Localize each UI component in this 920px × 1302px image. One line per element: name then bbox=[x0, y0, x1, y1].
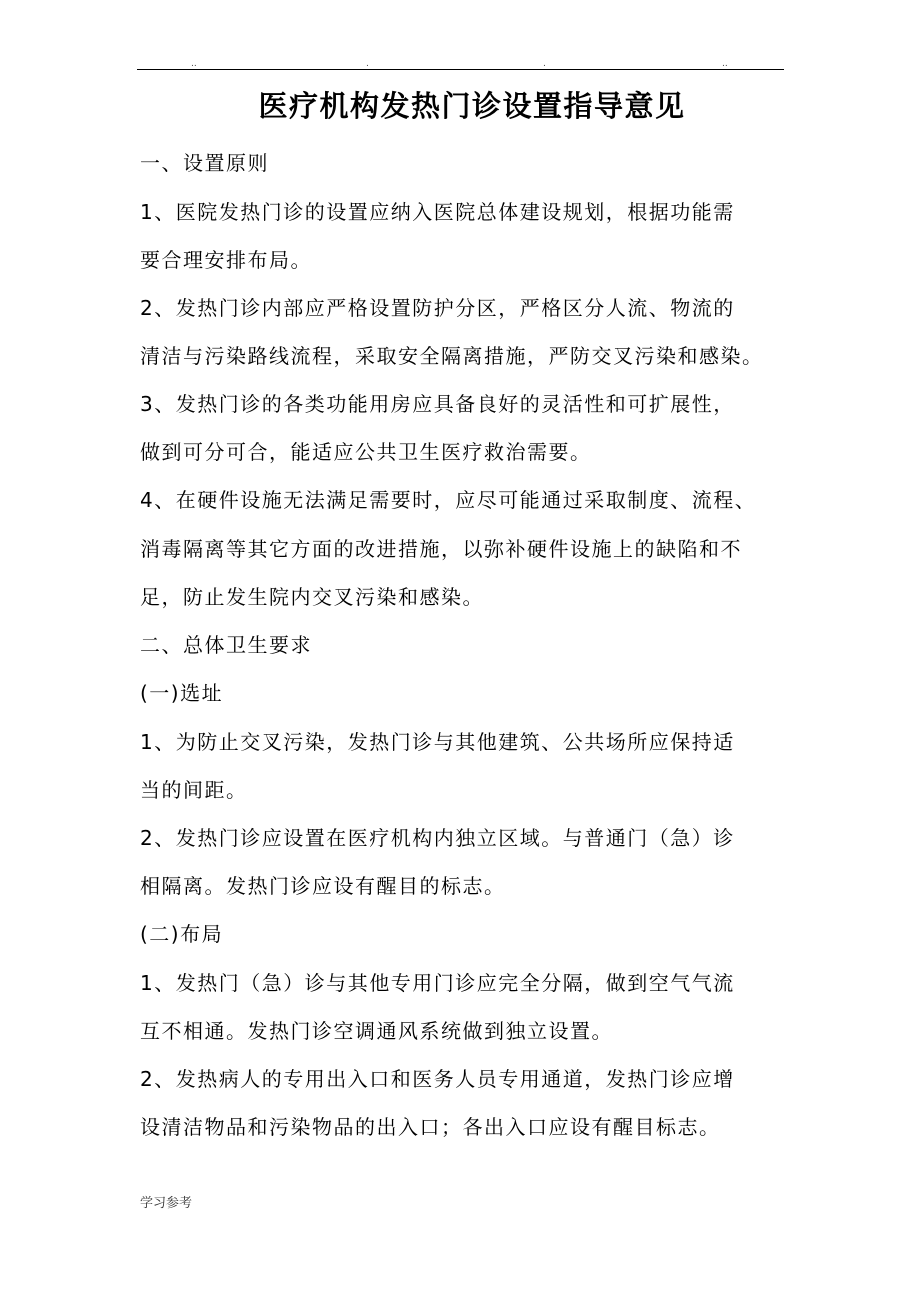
header-mark: . bbox=[543, 59, 546, 69]
header-mark: .. bbox=[722, 59, 728, 69]
subsection-heading: (二)布局 bbox=[140, 922, 224, 946]
paragraph-line: 互不相通。发热门诊空调通风系统做到独立设置。 bbox=[140, 1019, 613, 1043]
header-mark: . bbox=[366, 59, 369, 69]
header-divider bbox=[137, 69, 784, 70]
footer-text: 学习参考 bbox=[140, 1196, 193, 1211]
paragraph-line: 2、发热门诊应设置在医疗机构内独立区域。与普通门（急）诊 bbox=[140, 826, 735, 850]
paragraph-line: 足，防止发生院内交叉污染和感染。 bbox=[140, 585, 484, 609]
paragraph-line: 要合理安排布局。 bbox=[140, 248, 312, 272]
document-title: 医疗机构发热门诊设置指导意见 bbox=[258, 89, 686, 123]
section-heading: 一、设置原则 bbox=[140, 151, 269, 175]
paragraph-line: 设清洁物品和污染物品的出入口；各出入口应设有醒目标志。 bbox=[140, 1115, 721, 1139]
section-heading: 二、总体卫生要求 bbox=[140, 633, 312, 657]
paragraph-line: 4、在硬件设施无法满足需要时，应尽可能通过采取制度、流程、 bbox=[140, 488, 757, 512]
paragraph-line: 1、发热门（急）诊与其他专用门诊应完全分隔，做到空气气流 bbox=[140, 971, 735, 995]
paragraph-line: 2、发热病人的专用出入口和医务人员专用通道，发热门诊应增 bbox=[140, 1067, 735, 1091]
paragraph-line: 3、发热门诊的各类功能用房应具备良好的灵活性和可扩展性， bbox=[140, 392, 735, 416]
header-mark: .. bbox=[191, 59, 197, 69]
paragraph-line: 消毒隔离等其它方面的改进措施，以弥补硬件设施上的缺陷和不 bbox=[140, 537, 742, 561]
paragraph-line: 做到可分可合，能适应公共卫生医疗救治需要。 bbox=[140, 440, 592, 464]
paragraph-line: 当的间距。 bbox=[140, 778, 248, 802]
paragraph-line: 清洁与污染路线流程，采取安全隔离措施，严防交叉污染和感染。 bbox=[140, 344, 764, 368]
paragraph-line: 1、医院发热门诊的设置应纳入医院总体建设规划，根据功能需 bbox=[140, 200, 735, 224]
paragraph-line: 2、发热门诊内部应严格设置防护分区，严格区分人流、物流的 bbox=[140, 296, 735, 320]
subsection-heading: (一)选址 bbox=[140, 681, 224, 705]
paragraph-line: 1、为防止交叉污染，发热门诊与其他建筑、公共场所应保持适 bbox=[140, 730, 735, 754]
paragraph-line: 相隔离。发热门诊应设有醒目的标志。 bbox=[140, 874, 506, 898]
